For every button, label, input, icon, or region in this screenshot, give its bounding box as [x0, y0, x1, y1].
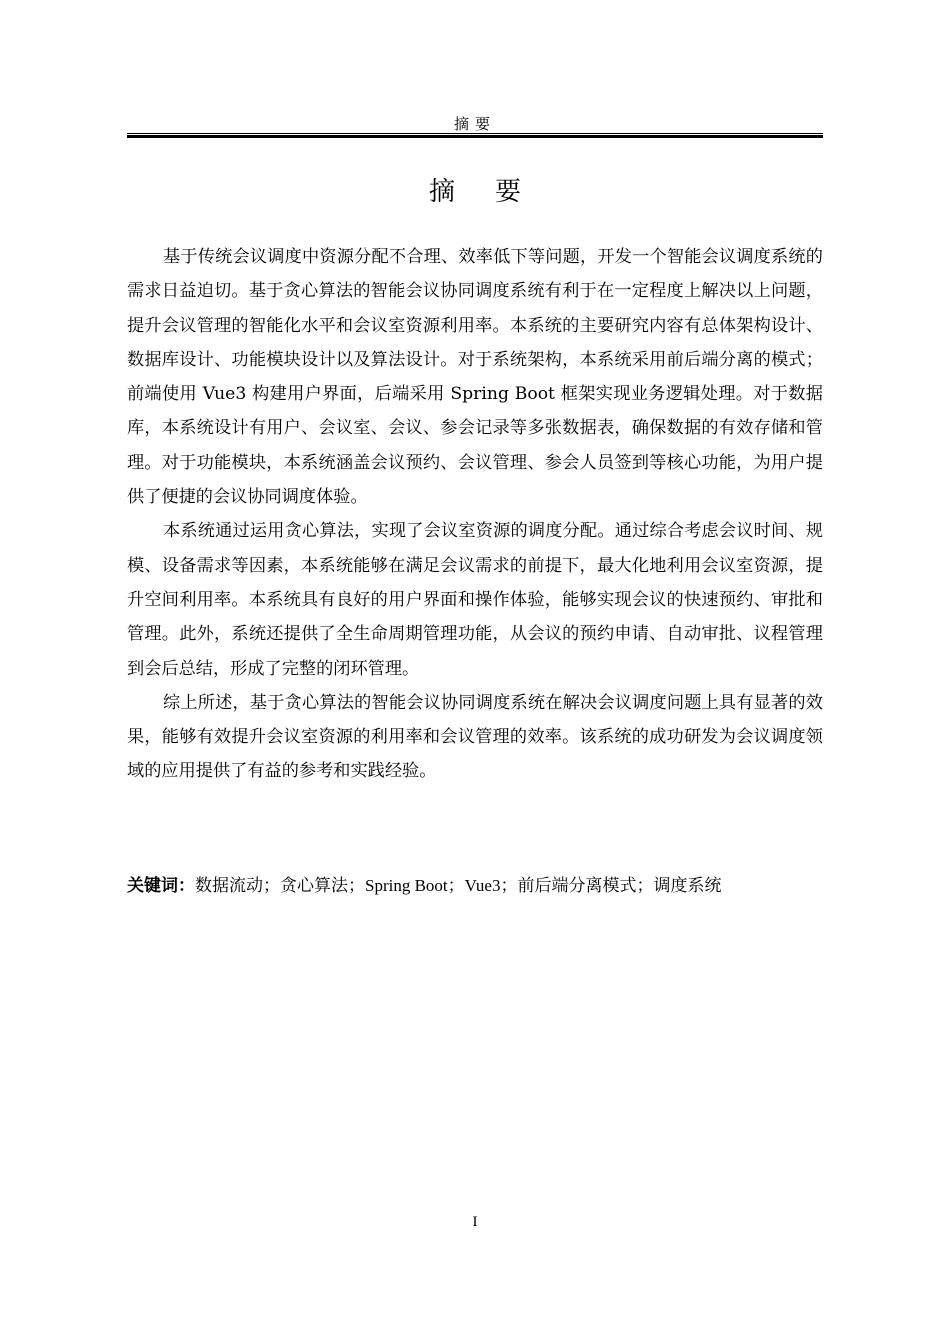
page-number: I [472, 1214, 478, 1230]
keywords-line [127, 874, 823, 898]
keywords-list: 数据流动；贪心算法；Spring Boot；Vue3；前后端分离模式；调度系统 [195, 876, 722, 895]
running-header: 摘要 [453, 115, 496, 133]
keywords-label: 关键词： [127, 876, 195, 895]
header-rule-thick [127, 135, 823, 138]
abstract-paragraph-2: 本系统通过运用贪心算法，实现了会议室资源的调度分配。通过综合考虑会议时间、规模、设备需求等因素，本系统能够在满足会议需求的前提下，最大化地利用会议室资源，提升空间利用率。本系统具有良好的用户界面和操作体验，能够实现会议的快速预约、审批和管理。此外，系统还提供了全生命周期管理功能，从会议的预约申请、自动审批、议程管理到会后总结，形成了完整的闭环管理。 [127, 521, 823, 679]
page-title: 摘要 [428, 177, 561, 207]
abstract-paragraph-1: 基于传统会议调度中资源分配不合理、效率低下等问题，开发一个智能会议调度系统的需求日益迫切。基于贪心算法的智能会议协同调度系统有利于在一定程度上解决以上问题，提升会议管理的智能化水平和会议室资源利用率。本系统的主要研究内容有总体架构设计、数据库设计、功能模块设计以及算法设计。对于系统架构，本系统采用前后端分离的模式；前端使用 Vue3 构建用户界面，后端采用 Spring Boot 框架实现业务逻辑处理。对于数据库，本系统设计有用户、会议室、会议、参会记录等多张数据表，确保数据的有效存储和管理。对于功能模块，本系统涵盖会议预约、会议管理、参会人员签到等核心功能，为用户提供了便捷的会议协同调度体验。 [127, 247, 823, 508]
abstract-paragraph-3: 综上所述，基于贪心算法的智能会议协同调度系统在解决会议调度问题上具有显著的效果，能够有效提升会议室资源的利用率和会议管理的效率。该系统的成功研发为会议调度领域的应用提供了有益的参考和实践经验。 [127, 692, 823, 782]
header-rule-thin [127, 133, 823, 134]
abstract-body [127, 240, 823, 789]
